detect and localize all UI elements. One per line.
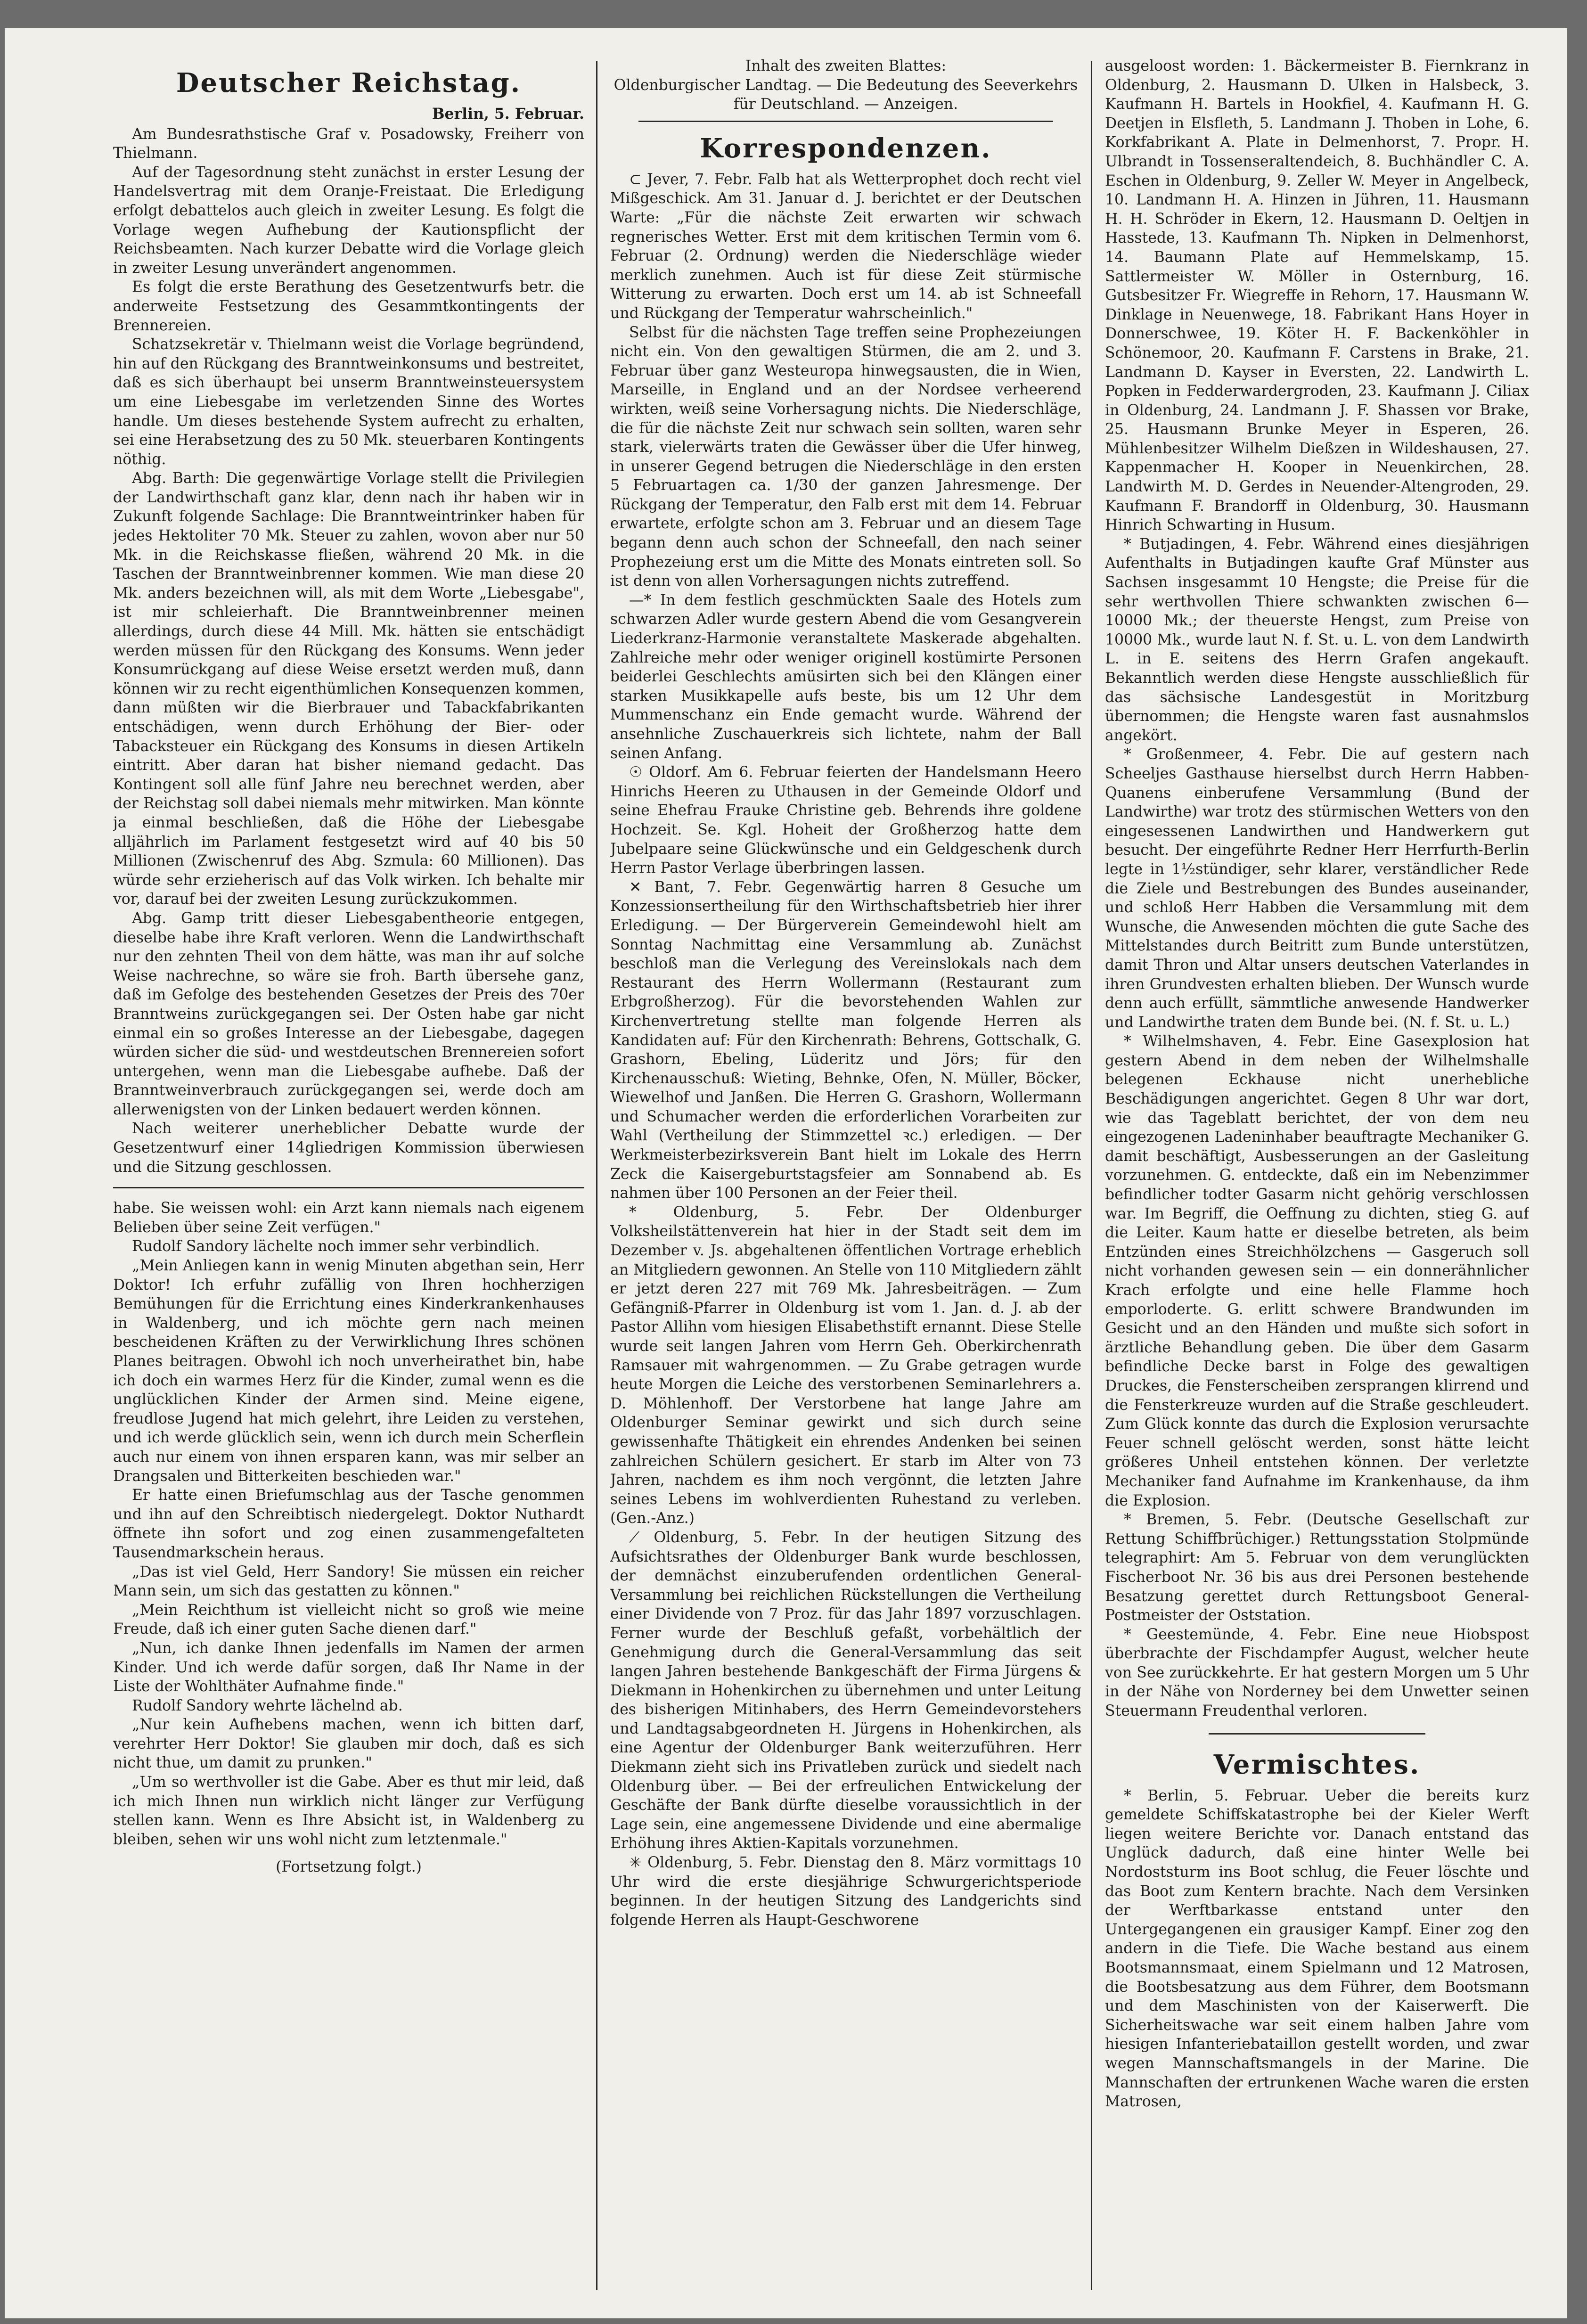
article-paragraph: Es folgt die erste Berathung des Gesetzentwurfs betr. die anderweite Festsetzung des Gesammtkontingents der Brennereien. xyxy=(113,278,584,334)
column-rule-left xyxy=(596,61,597,2290)
article-paragraph: Abg. Barth: Die gegenwärtige Vorlage stellt die Privilegien der Landwirthschaft ganz klar, denn nach ihr haben wir in Zukunft folgende Sachlage: Die Branntweintrinker haben für jedes Hektoliter 70 Mk. Steuer zu zahlen, wovon aber nur 50 Mk. in die Reichskasse fließen, während 20 Mk. in die Taschen der Branntweinbrenner kommen. Wie man diese 20 Mk. anders bezeichnen will, als mit dem Worte „Liebesgabe", ist mir schleierhaft. Die Branntweinbrenner meinen allerdings, durch diese 44 Mill. Mk. hätten sie entschädigt werden müssen für den Rückgang des Konsums. Wenn jeder Konsumrückgang auf diese Weise ersetzt werden muß, dann können wir zu recht eigenthümlichen Konsequenzen kommen, dann müßten wir die Bierbrauer und Tabackfabrikanten entschädigen, wenn durch Erhöhung der Bier- oder Tabacksteuer ein Rückgang des Konsums in diesen Artikeln eintritt. Aber daran hat bisher niemand gedacht. Das Kontingent soll alle fünf Jahre neu berechnet werden, aber der Reichstag soll dabei niemals mehr mitwirken. Man könnte ja einmal beschließen, daß die Höhe der Liebesgabe alljährlich im Parlament festgesetzt wird auf 40 bis 50 Millionen (Zwischenruf des Abg. Szmula: 60 Millionen). Das würde sehr erzieherisch auf das Volk wirken. Ich behalte mir vor, darauf bei der zweiten Lesung zurückzukommen. xyxy=(113,470,584,908)
column-rule-right xyxy=(1091,61,1092,2290)
article-paragraph: —* In dem festlich geschmückten Saale des Hotels zum schwarzen Adler wurde gestern Abend die vom Gesangverein Liederkranz-Harmonie veranstaltete Maskerade abgehalten. Zahlreiche mehr oder weniger originell kostümirte Personen beiderlei Geschlechts amüsirten sich bei den Klängen einer starken Musikkapelle aufs beste, bis um 12 Uhr dem Mummenschanz ein Ende gemacht wurde. Während der ansehnliche Zuschauerkreis sich lichtete, nahm der Ball seinen Anfang. xyxy=(610,591,1081,762)
article-paragraph: Abg. Gamp tritt dieser Liebesgabentheorie entgegen, dieselbe habe ihre Kraft verloren. Wenn die Landwirthschaft nur den zehnten Theil von dem hätte, was man ihr auf solche Weise nachrechne, so wäre sie froh. Barth übersehe ganz, daß im Gefolge des bestehenden Gesetzes der Preis des 70er Branntweins zurückgegangen sei. Der Osten habe gar nicht einmal ein so großes Interesse an der Liebesgabe, dagegen würden sicher die süd- und westdeutschen Brennereien sofort untergehen, wenn man die Liebesgabe aufhebe. Daß der Branntweinverbrauch zurückgegangen sei, werde doch am allerwenigsten von der Linken bedauert werden können. xyxy=(113,909,584,1118)
column-1 xyxy=(113,57,584,2290)
newspaper-page xyxy=(5,28,1567,2318)
story-paragraph: Er hatte einen Briefumschlag aus der Tasche genommen und ihn auf den Schreibtisch niedergelegt. Doktor Nuthardt öffnete ihn sofort und zog einen zusammengefalteten Tausendmarkschein heraus. xyxy=(113,1487,584,1561)
story-paragraph: „Mein Reichthum ist vielleicht nicht so groß wie meine Freude, daß ich einer guten Sache dienen darf." xyxy=(113,1601,584,1638)
column-3 xyxy=(1105,57,1529,2290)
story-paragraph: „Nun, ich danke Ihnen jedenfalls im Namen der armen Kinder. Und ich werde dafür sorgen, daß Ihr Name in der Liste der Wohlthäter Aufnahme finde." xyxy=(113,1639,584,1695)
headline-korrespondenzen: Korrespondenzen. xyxy=(700,132,992,164)
contents-divider xyxy=(638,121,1053,122)
article-paragraph: ⊂ Jever, 7. Febr. Falb hat als Wetterprophet doch recht viel Mißgeschick. Am 31. Januar d. J. berichtet er der Deutschen Warte: „Für die nächste Zeit erwarten wir schwach regnerisches Wetter. Erst mit dem kritischen Termin vom 6. Februar (2. Ordnung) werden die Niederschläge wieder merklich zunehmen. Auch ist für diese Zeit stürmische Witterung zu erwarten. Doch erst um 14. ab ist Schneefall und Rückgang der Temperatur wahrscheinlich." xyxy=(610,171,1081,322)
article-paragraph: * Berlin, 5. Februar. Ueber die bereits kurz gemeldete Schiffskatastrophe bei der Kieler Werft liegen weitere Berichte vor. Danach entstand das Unglück dadurch, daß eine hinter Welle bei Nordoststurm ins Boot schlug, die Feuer löschte und das Boot zum Kentern brachte. Nach dem Versinken der Werftbarkasse entstand unter den Untergegangenen ein grausiger Kampf. Einer zog den andern in die Tiefe. Die Wache bestand aus einem Bootsmannsmaat, einem Spielmann und 12 Matrosen, die Bootsbesatzung aus dem Führer, dem Bootsmann und dem Maschinisten von der Kaiserwerft. Die Sicherheitswache war seit einem halben Jahre vom hiesigen Infanteriebataillon gestellt worden, und zwar wegen Mannschaftsmangels in der Marine. Die Mannschaften der ertrunkenen Wache waren die ersten Matrosen, xyxy=(1105,1787,1529,2111)
article-paragraph: Auf der Tagesordnung steht zunächst in erster Lesung der Handelsvertrag mit dem Oranje-Freistaat. Die Erledigung erfolgt debattelos auch gleich in zweiter Lesung. Es folgt die Vorlage wegen Aufhebung der Kautionspflicht der Reichsbeamten. Nach kurzer Debatte wird die Vorlage gleich in zweiter Lesung unverändert angenommen. xyxy=(113,164,584,277)
article-paragraph: Selbst für die nächsten Tage treffen seine Prophezeiungen nicht ein. Von den gewaltigen Stürmen, die am 2. und 3. Februar über ganz Westeuropa hinwegsausten, die in Wien, Marseille, in England und an der Nordsee verheerend wirkten, weiß seine Vorhersagung nichts. Die Niederschläge, die für die nächste Zeit nur schwach sein sollten, waren sehr stark, vielerwärts traten die Gewässer über die Ufer hinweg, in unserer Gegend betrugen die Niederschläge in den ersten 5 Februartagen ca. 1/30 der ganzen Jahresmenge. Der Rückgang der Temperatur, den Falb erst mit dem 14. Februar erwartete, erfolgte schon am 3. Februar und an diesem Tage begann denn auch schon der Schneefall, den nach seiner Prophezeiung erst um die Mitte des Monats eintreten soll. So ist denn von allen Vorhersagungen nichts zutreffend. xyxy=(610,324,1081,590)
article-paragraph: ausgeloost worden: 1. Bäckermeister B. Fiernkranz in Oldenburg, 2. Hausmann D. Ulken in Halsbeck, 3. Kaufmann H. Bartels in Hookfiel, 4. Kaufmann H. G. Deetjen in Elsfleth, 5. Landmann J. Thoben in Lohe, 6. Korkfabrikant A. Plate in Delmenhorst, 7. Propr. H. Ulbrandt in Tossenseraltendeich, 8. Buchhändler C. A. Eschen in Oldenburg, 9. Zeller W. Meyer in Angelbeck, 10. Landmann H. A. Hinzen in Jühren, 11. Hausmann H. H. Schröder in Ekern, 12. Hausmann D. Oeltjen in Hasstede, 13. Kaufmann Th. Nipken in Delmenhorst, 14. Baumann Plate auf Hemmelskamp, 15. Sattlermeister W. Möller in Osternburg, 16. Gutsbesitzer Fr. Wiegreffe in Rehorn, 17. Hausmann W. Dinklage in Neuenwege, 18. Fabrikant Hans Hoyer in Donnerschwee, 19. Köter H. F. Backenköhler in Schönemoor, 20. Kaufmann F. Carstens in Brake, 21. Landmann D. Kayser in Eversten, 22. Landwirth L. Popken in Fedderwardergroden, 23. Kaufmann J. Ciliax in Oldenburg, 24. Landmann J. F. Shassen vor Brake, 25. Hausmann Brunke Meyer in Esperen, 26. Mühlenbesitzer Wilhelm Dießzen in Wildeshausen, 27. Kappenmacher H. Kooper in Neuenkirchen, 28. Landwirth M. D. Gerdes in Neuender-Altengroden, 29. Kaufmann F. Brandorff in Oldenburg, 30. Hausmann Hinrich Schwarting in Husum. xyxy=(1105,57,1529,534)
section-divider xyxy=(1209,1733,1425,1735)
article-paragraph: ✳ Oldenburg, 5. Febr. Dienstag den 8. März vormittags 10 Uhr wird die erste diesjährige Schwurgerichtsperiode beginnen. In der heutigen Sitzung des Landgerichts sind folgende Herren als Haupt-Geschworene xyxy=(610,1854,1081,1929)
article-paragraph: Nach weiterer unerheblicher Debatte wurde der Gesetzentwurf einer 14gliedrigen Kommission überwiesen und die Sitzung geschlossen. xyxy=(113,1120,584,1176)
article-paragraph: * Wilhelmshaven, 4. Febr. Eine Gasexplosion hat gestern Abend in dem neben der Wilhelmshalle belegenen Eckhause nicht unerhebliche Beschädigungen angerichtet. Gegen 8 Uhr war dort, wie das Tageblatt berichtet, der von dem neu eingezogenen Ladeninhaber beauftragte Mechaniker G. damit beschäftigt, Ausbesserungen an der Gasleitung vorzunehmen. G. entdeckte, daß ein im Nebenzimmer befindlicher todter Gasarm nicht gehörig verschlossen war. Im Begriff, die Oeffnung zu dichten, stieg G. auf die Leiter. Kaum hatte er dieselbe betreten, als beim Entzünden eines Streichhölzchens — Gasgeruch soll nicht vorhanden gewesen sein — ein donnerähnlicher Krach erfolgte und eine helle Flamme hoch emporloderte. G. erlitt schwere Brandwunden im Gesicht und an den Händen und mußte sich sofort in ärztliche Behandlung geben. Die über dem Gasarm befindliche Decke barst in Folge des gewaltigen Druckes, die Fensterscheiben zersprangen klirrend und die Fensterkreuze wurden auf die Straße geschleudert. Zum Glück konnte das durch die Explosion verursachte Feuer schnell gelöscht werden, sonst hätte leicht größeres Unheil entstehen können. Der verletzte Mechaniker fand Aufnahme im Krankenhause, da ihm die Explosion. xyxy=(1105,1033,1529,1509)
headline-reichstag: Deutscher Reichstag. xyxy=(176,67,522,98)
continuation-note: (Fortsetzung folgt.) xyxy=(276,1858,422,1876)
column-2 xyxy=(610,57,1081,2290)
article-paragraph: ✕ Bant, 7. Febr. Gegenwärtig harren 8 Gesuche um Konzessionsertheilung für den Wirthschaftsbetrieb hier ihrer Erledigung. — Der Bürgerverein Gemeindewohl hielt am Sonntag Nachmittag eine Versammlung ab. Zunächst beschloß man die Verlegung des Vereinslokals nach dem Restaurant des Herrn Wollermann (Restaurant zum Erbgroßherzog). Für die bevorstehenden Wahlen zur Kirchenvertretung stellte man folgende Herren als Kandidaten auf: Für den Kirchenrath: Behrens, Gottschalk, G. Grashorn, Ebeling, Lüderitz und Jörs; für den Kirchenausschuß: Wieting, Behnke, Ofen, N. Müller, Böcker, Wiewelhof und Janßen. Die Herren G. Grashorn, Wollermann und Schumacher werden die erforderlichen Vorarbeiten zur Wahl (Vertheilung der Stimmzettel ꝛc.) erledigen. — Der Werkmeisterbezirksverein Bant hielt im Lokale des Herrn Zeck die Kaisergeburtstagsfeier am Sonnabend ab. Es nahmen über 100 Personen an der Feier theil. xyxy=(610,878,1081,1202)
article-paragraph: Am Bundesrathstische Graf v. Posadowsky, Freiherr von Thielmann. xyxy=(113,125,584,162)
story-paragraph: Rudolf Sandory wehrte lächelnd ab. xyxy=(132,1697,403,1714)
story-paragraph: „Das ist viel Geld, Herr Sandory! Sie müssen ein reicher Mann sein, um sich das gestatten zu können." xyxy=(113,1563,584,1600)
dateline-berlin: Berlin, 5. Februar. xyxy=(432,105,584,123)
article-paragraph: Schatzsekretär v. Thielmann weist die Vorlage begründend, hin auf den Rückgang des Branntweinkonsums und bestreitet, daß es sich überhaupt bei unserm Branntweinsteuersystem um eine Liebesgabe im verletzenden Sinne des Wortes handle. Um dieses bestehende System aufrecht zu erhalten, sei eine Herabsetzung des zu 50 Mk. steuerbaren Kontingents nöthig. xyxy=(113,336,584,468)
story-paragraph: „Nur kein Aufhebens machen, wenn ich bitten darf, verehrter Herr Doktor! Sie glauben mir doch, daß es sich nicht thue, um damit zu prunken." xyxy=(113,1716,584,1772)
story-paragraph: „Mein Anliegen kann in wenig Minuten abgethan sein, Herr Doktor! Ich erfuhr zufällig von Ihren hochherzigen Bemühungen für die Errichtung eines Kinderkrankenhauses in Waldenberg, und ich möchte gern nach meinen bescheidenen Kräften zu der Verwirklichung Ihres schönen Planes beitragen. Obwohl ich noch unverheirathet bin, habe ich doch ein warmes Herz für die Kinder, zumal wenn es die unglücklichen Kinder der Armen sind. Meine eigene, freudlose Jugend hat mich gelehrt, ihre Leiden zu verstehen, und ich werde glücklich sein, wenn ich durch mein Scherflein auch nur einem von ihnen ersparen kann, was mir selber an Drangsalen und Bitterkeiten beschieden war." xyxy=(113,1257,584,1485)
article-paragraph: * Geestemünde, 4. Febr. Eine neue Hiobspost überbrachte der Fischdampfer August, welcher heute von See zurückkehrte. Er hat gestern Morgen um 5 Uhr in der Nähe von Norderney bei dem Unwetter seinen Steuermann Freudenthal verloren. xyxy=(1105,1626,1529,1720)
contents-heading: Inhalt des zweiten Blattes: xyxy=(745,57,947,74)
story-paragraph: „Um so werthvoller ist die Gabe. Aber es thut mir leid, daß ich mich Ihnen nun wirklich nicht länger zur Verfügung stellen kann. Wenn es Ihre Absicht ist, in Waldenberg zu bleiben, sehen wir uns wohl nicht zum letztenmale." xyxy=(113,1774,584,1848)
contents-body: Oldenburgischer Landtag. — Die Bedeutung des Seeverkehrs für Deutschland. — Anzeigen. xyxy=(614,76,1078,113)
article-paragraph: * Oldenburg, 5. Febr. Der Oldenburger Volksheilstättenverein hat hier in der Stadt seit dem im Dezember v. Js. abgehaltenen öffentlichen Vortrage erheblich an Mitgliedern gewonnen. An Stelle von 110 Mitgliedern zählt er jetzt deren 227 mit 769 Mk. Jahresbeiträgen. — Zum Gefängniß-Pfarrer in Oldenburg ist vom 1. Jan. d. J. ab der Pastor Allihn vom hiesigen Elisabethstift ernannt. Diese Stelle wurde seit langen Jahren vom Herrn Geh. Oberkirchenrath Ramsauer mit wahrgenommen. — Zu Grabe getragen wurde heute Morgen die Leiche des verstorbenen Seminarlehrers a. D. Möhlenhoff. Der Verstorbene hat lange Jahre am Oldenburger Seminar gewirkt und sich durch seine gewissenhafte Thätigkeit ein ehrendes Andenken bei seinen zahlreichen Schülern gesichert. Er starb im Alter von 73 Jahren, nachdem es ihm noch vergönnt, die letzten Jahre seines Lebens im wohlverdienten Ruhestand zu verleben. (Gen.-Anz.) xyxy=(610,1203,1081,1527)
article-paragraph: * Großenmeer, 4. Febr. Die auf gestern nach Scheeljes Gasthause hierselbst durch Herrn Habben-Quanens einberufene Versammlung (Bund der Landwirthe) war trotz des stürmischen Wetters von den eingesessenen Landwirthen und Handwerkern gut besucht. Der eingeführte Redner Herr Herrfurth-Berlin legte in 1½stündiger, sehr klarer, verständlicher Rede die Ziele und Bestrebungen des Bundes auseinander, und schloß Herr Habben die Versammlung mit dem Wunsche, die Anwesenden möchten die gute Sache des Mittelstandes durch Beitritt zum Bunde unterstützen, damit Thron und Altar unsers deutschen Vaterlandes in ihren Grundvesten erhalten blieben. Der Wunsch wurde denn auch erfüllt, sämmtliche anwesende Handwerker und Landwirthe traten dem Bunde bei. (N. f. St. u. L.) xyxy=(1105,746,1529,1031)
article-paragraph: * Bremen, 5. Febr. (Deutsche Gesellschaft zur Rettung Schiffbrüchiger.) Rettungsstation Stolpmünde telegraphirt: Am 5. Februar von dem verunglückten Fischerboot Nr. 36 bis aus drei Personen bestehende Besatzung gerettet durch Rettungsboot General-Postmeister der Oststation. xyxy=(1105,1511,1529,1624)
article-paragraph: ⟋ Oldenburg, 5. Febr. In der heutigen Sitzung des Aufsichtsrathes der Oldenburger Bank wurde beschlossen, der demnächst einzuberufenden ordentlichen General-Versammlung bei reichlichen Rückstellungen die Vertheilung einer Dividende von 7 Proz. für das Jahr 1897 vorzuschlagen. Ferner wurde der Beschluß gefaßt, vorbehältlich der Genehmigung durch die General-Versammlung das seit langen Jahren bestehende Bankgeschäft der Firma Jürgens & Diekmann in Hohenkirchen zu übernehmen und unter Leitung des bisherigen Mitinhabers, des Herrn Gemeindevorstehers und Landtagsabgeordneten H. Jürgens in Hohenkirchen, als eine Agentur der Oldenburger Bank weiterzuführen. Herr Diekmann zieht sich ins Privatleben zurück und siedelt nach Oldenburg über. — Bei der erfreulichen Entwickelung der Geschäfte der Bank dürfte dieselbe voraussichtlich in der Lage sein, eine angemessene Dividende und eine abermalige Erhöhung ihres Aktien-Kapitals vorzunehmen. xyxy=(610,1529,1081,1852)
headline-vermischtes: Vermischtes. xyxy=(1213,1749,1421,1780)
story-paragraph: habe. Sie weissen wohl: ein Arzt kann niemals nach eigenem Belieben über seine Zeit verfügen." xyxy=(113,1200,584,1236)
article-paragraph: * Butjadingen, 4. Febr. Während eines diesjährigen Aufenthalts in Butjadingen kaufte Graf Münster aus Sachsen insgesammt 10 Hengste; die Preise für die sehr werthvollen Thiere schwankten zwischen 6—10000 Mk.; der theuerste Hengst, zum Preise von 10000 Mk., wurde laut N. f. St. u. L. von dem Landwirth L. in E. seitens des Herrn Grafen angekauft. Bekanntlich werden diese Hengste ausschließlich für das sächsische Landesgestüt in Moritzburg übernommen; die Hengste waren fast ausnahmslos angekört. xyxy=(1105,535,1529,744)
section-divider xyxy=(113,1187,584,1188)
article-paragraph: ☉ Oldorf. Am 6. Februar feierten der Handelsmann Heero Hinrichs Heeren zu Uthausen in der Gemeinde Oldorf und seine Ehefrau Frauke Christine geb. Behrends ihre goldene Hochzeit. Se. Kgl. Hoheit der Großherzog hatte dem Jubelpaare seine Glückwünsche und ein Geldgeschenk durch Herrn Pastor Verlage überbringen lassen. xyxy=(610,764,1081,877)
story-paragraph: Rudolf Sandory lächelte noch immer sehr verbindlich. xyxy=(132,1238,540,1255)
